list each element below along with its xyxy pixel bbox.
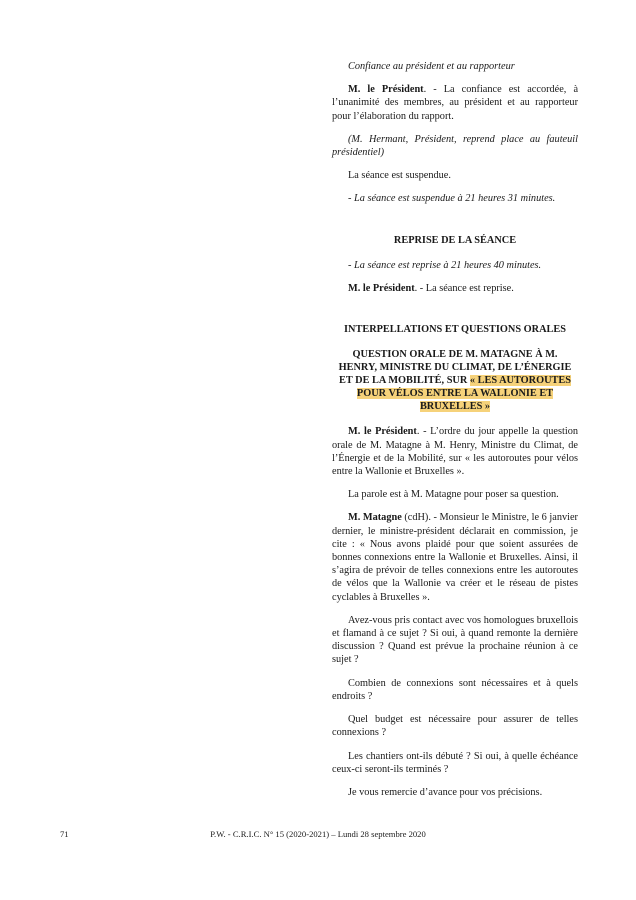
question-title-highlight: « LES AUTOROUTES POUR VÉLOS ENTRE LA WALLONIE ET BRUXELLES »: [356, 375, 571, 413]
paragraph-question-budget: Quel budget est nécessaire pour assurer de telles connexions ?: [332, 714, 578, 739]
text-column: [332, 60, 578, 809]
stage-direction: (M. Hermant, Président, reprend place au fauteuil présidentiel): [332, 133, 578, 159]
speech-text: . - L’ordre du jour appelle la question orale de M. Matagne à M. Henry, Ministre du Climat, de l’Énergie et de la Mobilité, sur « les autoroutes pour vélos entre la Wallonie et Bruxelles ».: [332, 426, 578, 478]
speaker-name: M. le Président: [348, 283, 415, 295]
paragraph-question-chantiers: Les chantiers ont-ils débuté ? Si oui, à quelle échéance ceux-ci seront-ils terminés ?: [332, 750, 578, 775]
document-reference: P.W. - C.R.I.C. N° 15 (2020-2021) – Lundi 28 septembre 2020: [210, 829, 426, 839]
paragraph-question-connexions: Combien de connexions sont nécessaires et à quels endroits ?: [332, 677, 578, 702]
paragraph-suspension: La séance est suspendue.: [348, 170, 451, 182]
paragraph-suspension-time: - La séance est suspendue à 21 heures 31 minutes.: [348, 193, 556, 205]
speech-text: . - La confiance est accordée, à l’unanimité des membres, au président et au rapporteur pour l’élaboration du rapport.: [332, 84, 579, 122]
page-number: 71: [60, 829, 69, 839]
paragraph-confiance-title: Confiance au président et au rapporteur: [348, 61, 515, 72]
heading-reprise: REPRISE DE LA SÉANCE: [393, 234, 517, 246]
paragraph-remerciements: Je vous remercie d’avance pour vos précisions.: [348, 786, 543, 798]
paragraph-matagne: [332, 511, 578, 603]
question-title: [332, 348, 578, 413]
paragraph-confiance: [332, 83, 578, 123]
paragraph-reprise: [332, 282, 578, 295]
speech-text: (cdH). - Monsieur le Ministre, le 6 janvier dernier, le ministre-président déclarait en commission, je cite : « Nous avons plaidé pour que soient assurées de bonnes connexions entre la Wallonie et Bruxelles. Ainsi, il s’agira de prévoir de telles connexions entre les autoroutes de vélos que la Wallonie va créer et le réseau de pistes cyclables à Bruxelles ».: [332, 512, 578, 603]
paragraph-question-contact: Avez-vous pris contact avec vos homologues bruxellois et flamand à ce sujet ? Si oui, à quand remonte la dernière discussion ? Quand est prévue la prochaine réunion à ce sujet ?: [332, 614, 578, 666]
speaker-name: M. le Président: [348, 426, 417, 438]
question-title-text: QUESTION ORALE DE M. MATAGNE À M. HENRY, MINISTRE DU CLIMAT, DE L’ÉNERGIE ET DE LA MOBILITÉ, SUR: [338, 349, 572, 387]
heading-interpellations: INTERPELLATIONS ET QUESTIONS ORALES: [344, 324, 566, 336]
speech-text: . - La séance est reprise.: [414, 283, 514, 295]
paragraph-parole: La parole est à M. Matagne pour poser sa question.: [348, 489, 559, 501]
paragraph-ordre-du-jour: [332, 425, 578, 478]
paragraph-reprise-time: - La séance est reprise à 21 heures 40 minutes.: [348, 259, 542, 271]
speaker-name: M. Matagne: [348, 512, 402, 524]
speaker-name: M. le Président: [348, 84, 424, 96]
